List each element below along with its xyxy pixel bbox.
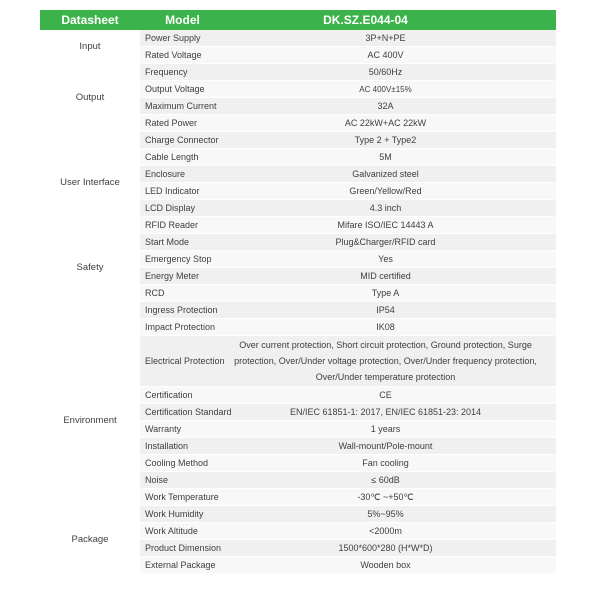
property-value: ≤ 60dB	[371, 475, 400, 485]
property-label: Rated Voltage	[145, 50, 202, 60]
category-column-cell	[40, 200, 140, 216]
table-row	[40, 489, 556, 506]
property-label: Electrical Protection	[145, 356, 225, 366]
category-label-input: Input	[79, 41, 101, 52]
property-value-line: protection, Over/Under voltage protection, Over/Under frequency protection,	[234, 356, 537, 366]
property-value	[234, 336, 556, 386]
property-label: Cable Length	[145, 152, 199, 162]
category-label-safety: Safety	[76, 262, 104, 273]
property-label: Start Mode	[145, 237, 190, 247]
table-body	[40, 30, 556, 574]
property-value: <2000m	[369, 526, 402, 536]
property-value: CE	[379, 390, 392, 400]
property-value: Wooden box	[360, 560, 411, 570]
property-value: 5M	[379, 152, 392, 162]
header-model-value: DK.SZ.E044-04	[323, 13, 408, 27]
property-label: External Package	[145, 560, 216, 570]
table-row	[40, 506, 556, 523]
category-label-output: Output	[75, 92, 105, 103]
property-value: Wall-mount/Pole-mount	[338, 441, 433, 451]
property-label: Installation	[145, 441, 189, 451]
property-label: Rated Power	[145, 118, 198, 128]
property-value: IP54	[376, 305, 395, 315]
property-label: Certification	[145, 390, 193, 400]
category-column-cell	[40, 234, 140, 250]
category-column-cell	[40, 387, 140, 403]
category-column-cell	[40, 557, 140, 573]
table-row	[40, 234, 556, 251]
category-column-cell	[40, 455, 140, 471]
property-value: EN/IEC 61851-1: 2017, EN/IEC 61851-23: 2014	[289, 407, 482, 417]
property-label: RCD	[145, 288, 165, 298]
table-row	[40, 115, 556, 132]
table-row	[40, 64, 556, 81]
table-row	[40, 336, 556, 387]
property-value: IK08	[376, 322, 395, 332]
table-row	[40, 149, 556, 166]
property-value: MID certified	[360, 271, 411, 281]
category-column-cell	[40, 438, 140, 454]
table-row	[40, 455, 556, 472]
table-row	[40, 387, 556, 404]
property-label: Product Dimension	[145, 543, 222, 553]
property-label: LCD Display	[145, 203, 196, 213]
property-value: 1500*600*280 (H*W*D)	[338, 543, 433, 553]
property-value: Green/Yellow/Red	[349, 186, 422, 196]
table-row	[40, 557, 556, 574]
table-row	[40, 319, 556, 336]
property-label: Work Altitude	[145, 526, 198, 536]
table-row	[40, 200, 556, 217]
table-row	[40, 302, 556, 319]
property-label: Maximum Current	[145, 101, 217, 111]
property-value-line: Over current protection, Short circuit protection, Ground protection, Surge	[239, 340, 532, 350]
category-column-cell	[40, 302, 140, 318]
property-value: 50/60Hz	[368, 67, 403, 77]
property-value: -30℃ ~+50℃	[357, 491, 414, 502]
category-column-cell	[40, 149, 140, 165]
property-value: AC 22kW+AC 22kW	[344, 118, 427, 128]
property-label: Warranty	[145, 424, 182, 434]
property-label: Enclosure	[145, 169, 186, 179]
property-label: Impact Protection	[145, 322, 216, 332]
table-row	[40, 472, 556, 489]
property-value-line: Over/Under temperature protection	[315, 372, 456, 382]
property-value: Yes	[378, 254, 393, 264]
property-value: Galvanized steel	[352, 169, 419, 179]
property-label: Work Temperature	[145, 492, 219, 502]
property-label: Ingress Protection	[145, 305, 218, 315]
property-label: Cooling Method	[145, 458, 209, 468]
property-value: Mifare ISO/IEC 14443 A	[337, 220, 434, 230]
category-column-cell	[40, 132, 140, 148]
property-value: Fan cooling	[362, 458, 409, 468]
property-label: Charge Connector	[145, 135, 219, 145]
property-label: Output Voltage	[145, 84, 205, 94]
property-label: Emergency Stop	[145, 254, 212, 264]
property-label: Certification Standard	[145, 407, 232, 417]
property-label: Noise	[145, 475, 169, 485]
category-column-cell	[40, 285, 140, 301]
property-value: AC 400V	[367, 50, 404, 60]
property-label: RFID Reader	[145, 220, 199, 230]
category-column-cell	[40, 319, 140, 335]
property-label: Frequency	[145, 67, 188, 77]
property-value: Type 2 + Type2	[354, 135, 417, 145]
property-value: 5%~95%	[367, 509, 404, 519]
property-label: Energy Meter	[145, 271, 200, 281]
header-model-label: Model	[165, 13, 200, 27]
table-row	[40, 132, 556, 149]
table-row	[40, 217, 556, 234]
property-value: Plug&Charger/RFID card	[335, 237, 436, 247]
property-value: Type A	[371, 288, 400, 298]
category-column-cell	[40, 217, 140, 233]
table-header-row	[40, 10, 556, 30]
property-label: Work Humidity	[145, 509, 204, 519]
property-label: LED Indicator	[145, 186, 200, 196]
property-value: 1 years	[370, 424, 401, 434]
category-label-environment: Environment	[63, 415, 117, 426]
datasheet-table	[40, 10, 556, 574]
category-column-cell	[40, 489, 140, 505]
property-value: AC 400V±15%	[359, 84, 412, 94]
property-value: 4.3 inch	[369, 203, 402, 213]
property-value: 3P+N+PE	[365, 33, 406, 43]
header-datasheet-label: Datasheet	[61, 13, 119, 27]
category-column-cell	[40, 115, 140, 131]
table-row	[40, 285, 556, 302]
category-label-user-interface: User Interface	[60, 177, 120, 188]
category-column-cell	[40, 506, 140, 522]
category-column-cell	[40, 336, 140, 386]
table-row	[40, 438, 556, 455]
category-column-cell	[40, 472, 140, 488]
property-label: Power Supply	[145, 33, 201, 43]
category-column-cell	[40, 64, 140, 80]
property-value: 32A	[377, 101, 394, 111]
category-label-package: Package	[71, 534, 109, 545]
